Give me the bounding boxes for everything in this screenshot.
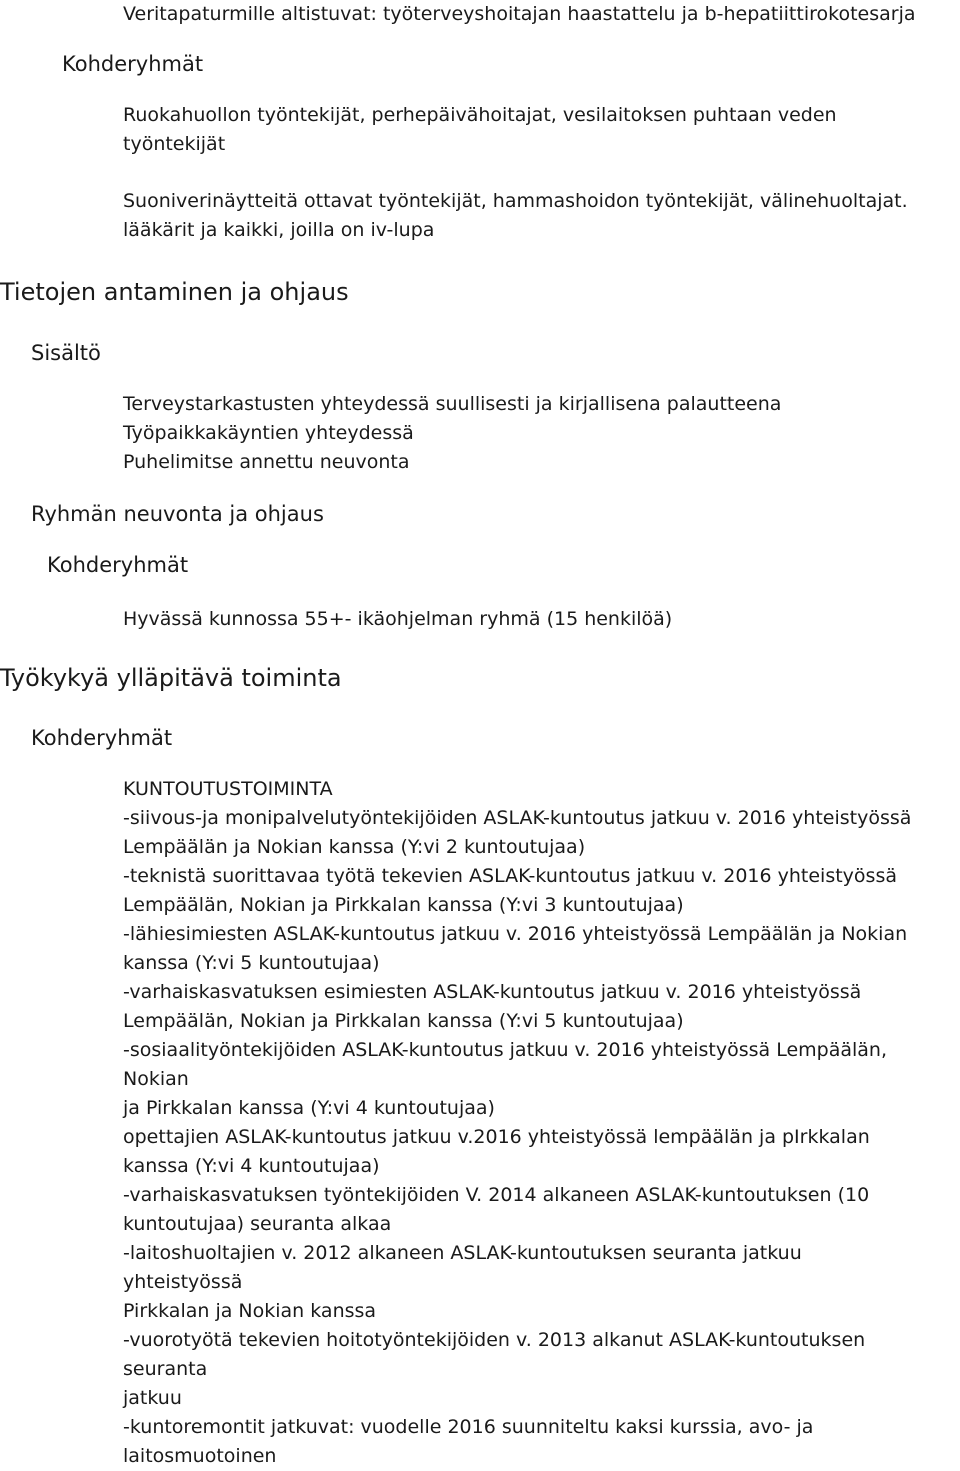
list-item: opettajien ASLAK-kuntoutus jatkuu v.2016 yhteistyössä lempäälän ja pIrkkalan: [123, 1126, 870, 1148]
list-item: -varhaiskasvatuksen esimiesten ASLAK-kuntoutus jatkuu v. 2016 yhteistyössä: [123, 981, 862, 1003]
list-item: Lempäälän ja Nokian kanssa (Y:vi 2 kuntoutujaa): [123, 836, 586, 858]
list-item: Nokian: [123, 1068, 189, 1090]
list-item: -lähiesimiesten ASLAK-kuntoutus jatkuu v. 2016 yhteistyössä Lempäälän ja Nokian: [123, 923, 908, 945]
list-item: yhteistyössä: [123, 1271, 243, 1293]
suoniveri-line: Suoniverinäytteitä ottavat työntekijät, hammashoidon työntekijät, välinehuoltajat.: [123, 190, 908, 212]
tietojen-item-2: Työpaikkakäyntien yhteydessä: [123, 422, 414, 444]
list-item: Pirkkalan ja Nokian kanssa: [123, 1300, 377, 1322]
veritapaturma-line: Veritapaturmille altistuvat: työterveyshoitajan haastattelu ja b-hepatiittirokotesarja: [123, 3, 916, 25]
tietojen-item-1: Terveystarkastusten yhteydessä suullisesti ja kirjallisena palautteena: [123, 393, 782, 415]
list-item: -kuntoremontit jatkuvat: vuodelle 2016 suunniteltu kaksi kurssia, avo- ja: [123, 1416, 814, 1438]
list-item: Lempäälän, Nokian ja Pirkkalan kanssa (Y:vi 5 kuntoutujaa): [123, 1010, 684, 1032]
list-item: -siivous-ja monipalvelutyöntekijöiden ASLAK-kuntoutus jatkuu v. 2016 yhteistyössä: [123, 807, 912, 829]
ruokahuolto-line-2: työntekijät: [123, 133, 226, 155]
list-item: jatkuu: [123, 1387, 182, 1409]
kohderyhmat-label-2: Kohderyhmät: [47, 553, 189, 577]
ryhman-item: Hyvässä kunnossa 55+- ikäohjelman ryhmä (15 henkilöä): [123, 608, 673, 630]
list-item: -sosiaalityöntekijöiden ASLAK-kuntoutus jatkuu v. 2016 yhteistyössä Lempäälän,: [123, 1039, 887, 1061]
section-heading-tyokyky: Työkykyä ylläpitävä toiminta: [0, 664, 342, 692]
list-item: KUNTOUTUSTOIMINTA: [123, 778, 333, 800]
sisalto-label: Sisältö: [31, 341, 101, 365]
kohderyhmat-label-1: Kohderyhmät: [62, 52, 204, 76]
tietojen-item-3: Puhelimitse annettu neuvonta: [123, 451, 410, 473]
ruokahuolto-line-1: Ruokahuollon työntekijät, perhepäivähoitajat, vesilaitoksen puhtaan veden: [123, 104, 837, 126]
list-item: -teknistä suorittavaa työtä tekevien ASLAK-kuntoutus jatkuu v. 2016 yhteistyössä: [123, 865, 897, 887]
laakarit-line: lääkärit ja kaikki, joilla on iv-lupa: [123, 219, 435, 241]
list-item: -vuorotyötä tekevien hoitotyöntekijöiden v. 2013 alkanut ASLAK-kuntoutuksen: [123, 1329, 866, 1351]
list-item: seuranta: [123, 1358, 208, 1380]
section-heading-ryhman: Ryhmän neuvonta ja ohjaus: [31, 502, 324, 526]
list-item: Lempäälän, Nokian ja Pirkkalan kanssa (Y:vi 3 kuntoutujaa): [123, 894, 684, 916]
list-item: kanssa (Y:vi 5 kuntoutujaa): [123, 952, 380, 974]
section-heading-tietojen: Tietojen antaminen ja ohjaus: [0, 278, 349, 306]
list-item: -varhaiskasvatuksen työntekijöiden V. 2014 alkaneen ASLAK-kuntoutuksen (10: [123, 1184, 870, 1206]
list-item: kanssa (Y:vi 4 kuntoutujaa): [123, 1155, 380, 1177]
kohderyhmat-label-3: Kohderyhmät: [31, 726, 173, 750]
list-item: -laitoshuoltajien v. 2012 alkaneen ASLAK-kuntoutuksen seuranta jatkuu: [123, 1242, 802, 1264]
list-item: kuntoutujaa) seuranta alkaa: [123, 1213, 392, 1235]
list-item: ja Pirkkalan kanssa (Y:vi 4 kuntoutujaa): [123, 1097, 495, 1119]
list-item: laitosmuotoinen: [123, 1445, 277, 1467]
